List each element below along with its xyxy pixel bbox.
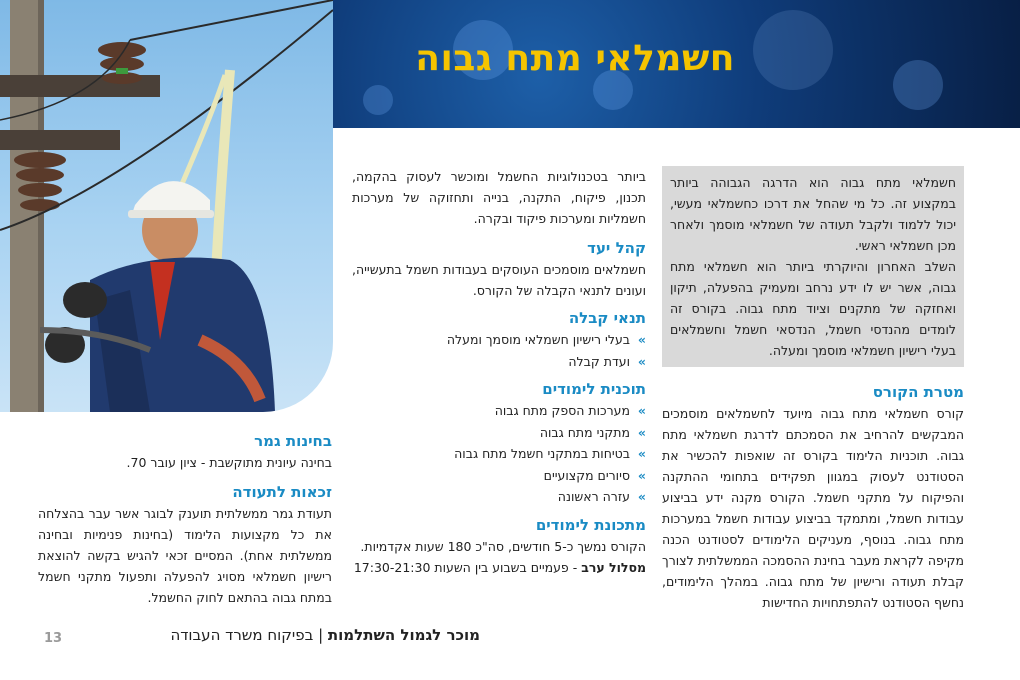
exam-heading: בחינות גמר	[254, 432, 332, 450]
admission-heading: תנאי קבלה	[568, 309, 646, 327]
list-item: » ועדת קבלה	[352, 351, 646, 373]
goal-text: קורס חשמלאי מתח גבוה מיועד לחשמלאים מוסמכים המבקשים להרחיב את הסמכתם לדרגת חשמלאי מתח גבוה. תוכניות הלימוד בקורס זה שואפות להכשיר את הסטודנט לעסוק במגוון תפקידים בתחומי ההתקנה והפיקוח על מתקני חשמל. הקורס מקנה ידע בביצוע עבודות חשמל, ומתמקד בביצוע עבודות חשמל במערכות מתח גבוה. בנוסף, מעניקים הלימודים לסטודנט הכנה מקיפה לקראת מעבר בחינת ההסמכה הממשלתית לצורך קבלת תעודה ורישיון של מתח גבוה. במהלך הלימודים, נחשף הסטודנט להתפתחויות החדישות	[662, 406, 964, 610]
admission-list	[352, 329, 646, 372]
list-item: » עזרה ראשונה	[352, 486, 646, 508]
footer-bold: מוכר לגמול השתלמות	[327, 626, 480, 644]
format-text: הקורס נמשך כ-5 חודשים, סה"כ 180 שעות אקדמיות.	[360, 538, 646, 554]
list-item: » סיורים מקצועיים	[352, 465, 646, 487]
certificate-heading: זכאות לתעודה	[232, 483, 332, 501]
audience-text: חשמלאים מוסמכים העוסקים בעבודות חשמל בתעשייה, ועונים לתנאי הקבלה של הקורס.	[352, 262, 646, 298]
intro-paragraph-2: השלב האחרון והיוקרתי ביותר הוא חשמלאי מתח גבוה, אשר יש לו ידע נרחב ומעמיק בהפעלה, תיקון ואחזקה של מתקנים וציוד מתח גבוה. בקורס זה לומדים מהנדסי חשמל, הנדסאי חשמל וחשמלאים בעלי רישיון חשמלאי מוסמך ומעלה.	[670, 259, 956, 358]
exam-text: בחינה עיונית מתוקשבת - ציון עובר 70.	[126, 455, 332, 470]
certificate-text: תעודת גמר ממשלתית תוענק לבוגר אשר עבר בהצלחה את כל מקצועות הלימוד (בחינות פנימיות ובחינה ממשלתית אחת). המסיים זכאי להגיש בקשה להוצאת רישיון חשמלאי מסויג להפעלה ותפעול מתקני חשמל במתח גבוה בהתאם לחוק החשמל.	[38, 506, 332, 605]
list-item: » מתקני מתח גבוה	[352, 422, 646, 444]
goal-heading: מטרת הקורס	[872, 383, 964, 401]
chevron-right-icon: »	[637, 332, 646, 347]
list-item: » בעלי רישיון חשמלאי מוסמך ומעלה	[352, 329, 646, 351]
track-text: - פעמיים בשבוע בין השעות 17:30-21:30	[353, 559, 582, 575]
page-title: חשמלאי מתח גבוה	[415, 38, 735, 79]
intro-paragraph-1: חשמלאי מתח גבוה הוא הדרגה הגבוהה ביותר במקצוע זה. כל מי שהחל את דרכו כחשמלאי מעשי, יכול ללמוד ולקבל תעודה של חשמלאי מוסמך ולאחר מכן חשמלאי ראשי.	[670, 175, 956, 253]
footer-regular: בפיקוח משרד העבודה	[170, 626, 314, 644]
chevron-right-icon: »	[637, 446, 646, 461]
list-item: » מערכות הספק מתח גבוה	[352, 400, 646, 422]
format-heading: מתכונת לימודים	[535, 515, 646, 534]
chevron-right-icon: »	[637, 467, 646, 483]
chevron-right-icon: »	[637, 489, 646, 504]
electrician-illustration	[0, 0, 333, 412]
page-number: 13	[44, 631, 63, 646]
format-track	[352, 557, 646, 578]
chevron-right-icon: »	[637, 424, 646, 440]
intro-box	[662, 166, 964, 367]
syllabus-list	[352, 400, 646, 508]
track-label: מסלול ערב	[581, 559, 646, 575]
list-item: » בטיחות במתקני חשמל מתח גבוה	[352, 443, 646, 465]
left-column	[38, 430, 332, 608]
audience-heading: קהל יעד	[587, 239, 646, 257]
footer-line	[80, 626, 480, 650]
middle-continued-text: ביותר בטכנולוגיות החשמל ומוכשר לעסוק בהקמה, תכנון, פיקוח, התקנה, בנייה ותחזוקה של מערכות חשמליות ומערכות פיקוד ובקרה.	[352, 169, 646, 226]
right-column	[662, 166, 964, 613]
chevron-right-icon: »	[637, 353, 646, 369]
middle-column	[352, 166, 646, 578]
syllabus-heading: תוכנית לימודים	[542, 380, 646, 398]
hero-photo-electrician	[0, 0, 333, 412]
chevron-right-icon: »	[637, 403, 646, 418]
footer-separator: |	[313, 626, 328, 644]
